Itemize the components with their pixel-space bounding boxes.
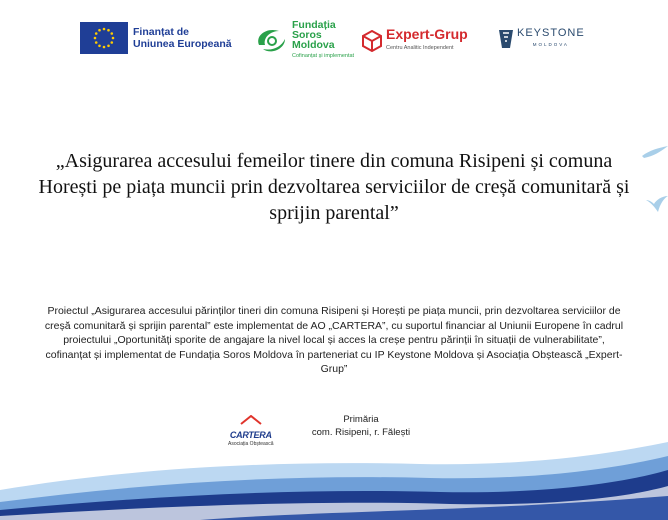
keystone-logo — [498, 28, 585, 50]
primaria-line2: com. Risipeni, r. Fălești — [311, 427, 411, 438]
soros-line1: Fundația — [292, 19, 336, 31]
keystone-emblem-icon — [498, 28, 514, 50]
primaria-line1: Primăria — [343, 414, 379, 425]
expert-grup-name: Expert-Grup — [386, 26, 468, 42]
eu-logo-line2: Uniunea Europeană — [133, 38, 232, 50]
eu-logo-line1: Finanțat de — [133, 26, 190, 38]
cartera-mark-icon — [229, 415, 273, 425]
expert-grup-logo — [362, 27, 468, 55]
soros-logo — [253, 20, 354, 61]
soros-line3: Moldova — [292, 39, 335, 51]
decorative-waves — [0, 430, 668, 520]
document-title: „Asigurarea accesului femeilor tinere din comuna Risipeni și comuna Horești pe piața muncii prin dezvoltarea serviciilor de creșă comunitară și sprijin parental” — [38, 150, 630, 224]
cartera-sub: Asociația Obștească — [228, 441, 274, 447]
soros-tagline: Cofinanțat și implementat — [292, 53, 355, 59]
keystone-sub: MOLDOVA — [532, 42, 569, 47]
logo-bar — [0, 0, 668, 76]
project-description: Proiectul „Asigurarea accesului părinților tineri din comuna Risipeni și Horești pe piața muncii, prin dezvoltarea serviciilor de creșă comunitară și sprijin parental” este implementat de AO „CARTERA”, cu suportul financiar al Uniunii Europene în cadrul proiectului „Oportunități sporite de angajare la nivel local și acces la creșe pentru părinții în situații de vulnerabilitate”, cofinanțat și implementat de Fundația Soros Moldova în parteneriat cu IP Keystone Moldova și Asociația Obștească „Expert-Grup” — [44, 305, 624, 375]
expert-grup-cube-icon — [362, 30, 382, 52]
birds-icon — [640, 140, 668, 220]
soros-line2: Soros — [292, 29, 322, 41]
eu-logo — [80, 22, 232, 54]
expert-grup-tagline: Centru Analitic Independent — [386, 45, 454, 51]
cartera-name: CARTERA — [229, 430, 272, 440]
soros-swirl-icon — [253, 25, 289, 57]
keystone-name: KEYSTONE — [517, 27, 585, 39]
eu-flag-icon — [80, 22, 128, 54]
